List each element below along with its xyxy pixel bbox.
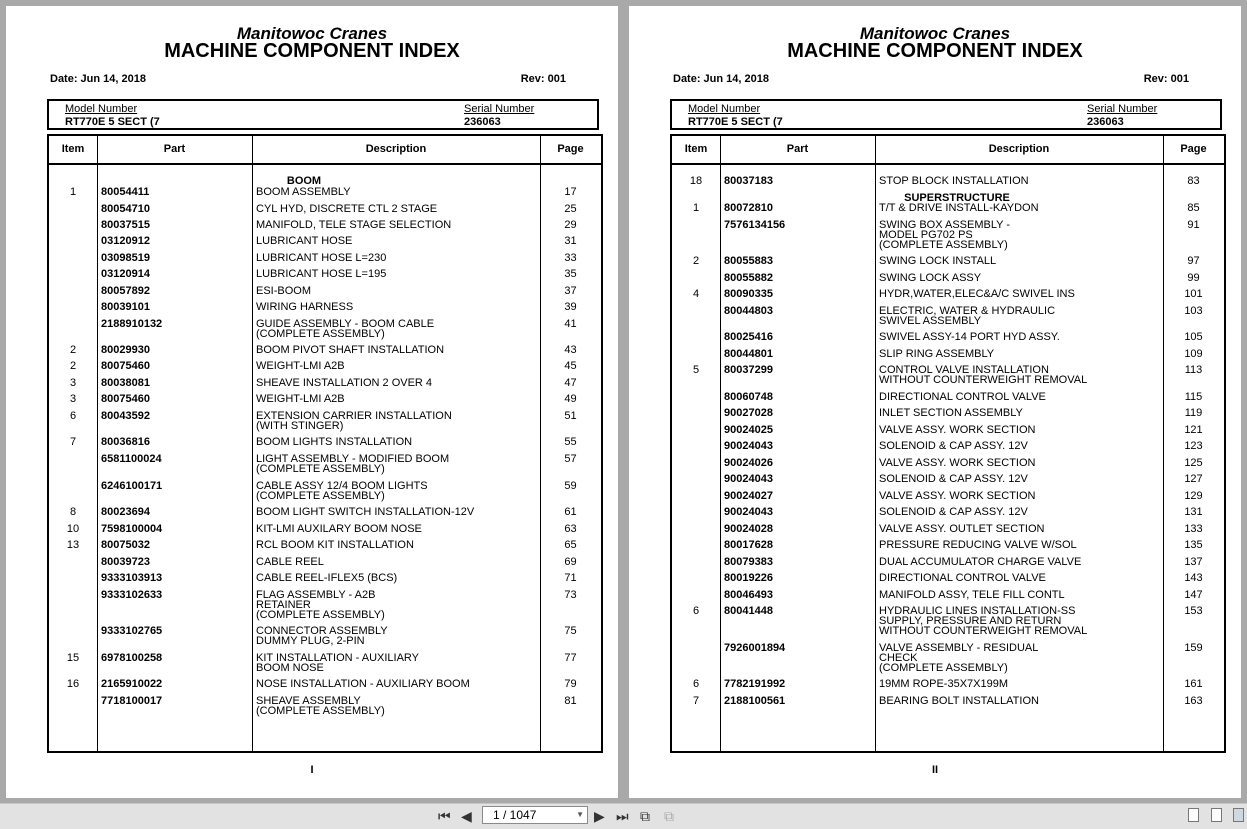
column-divider [720, 136, 721, 751]
row-page: 51 [564, 410, 577, 422]
header-item: Item [61, 143, 85, 155]
row-page: 79 [564, 678, 577, 690]
row-part-number: 80044803 [724, 305, 773, 317]
row-part-number: 80075032 [101, 539, 150, 551]
row-item: 2 [69, 360, 77, 372]
row-description: SHEAVE INSTALLATION 2 OVER 4 [256, 377, 433, 389]
row-item: 7 [69, 436, 77, 448]
row-page: 47 [564, 377, 577, 389]
row-page: 39 [564, 301, 577, 313]
header-divider [49, 163, 601, 165]
row-description: BOOM LIGHTS INSTALLATION [256, 436, 413, 448]
row-page: 119 [1184, 407, 1203, 419]
row-item: 5 [692, 364, 700, 376]
row-description: KIT-LMI AUXILARY BOOM NOSE [256, 523, 422, 535]
row-description: SWIVEL ASSY-14 PORT HYD ASSY. [879, 331, 1060, 343]
row-page: 45 [564, 360, 577, 372]
section-heading: BOOM [286, 175, 322, 187]
continuous-icon[interactable] [1211, 808, 1222, 822]
row-description: CABLE REEL-IFLEX5 (BCS) [256, 572, 398, 584]
row-description: CONTROL VALVE INSTALLATION WITHOUT COUNTERWEIGHT REMOVAL [879, 364, 1088, 386]
row-part-number: 80019226 [724, 572, 773, 584]
row-part-number: 7782191992 [724, 678, 786, 690]
row-part-number: 80037183 [724, 175, 773, 187]
model-number-value: RT770E 5 SECT (7 [65, 116, 160, 128]
row-description: EXTENSION CARRIER INSTALLATION (WITH STINGER) [256, 410, 452, 432]
model-serial-box [47, 99, 599, 130]
row-part-number: 2165910022 [101, 678, 163, 690]
row-part-number: 80054411 [101, 186, 150, 198]
row-part-number: 80023694 [101, 506, 150, 518]
row-page: 115 [1184, 391, 1203, 403]
row-part-number: 7718100017 [101, 695, 163, 707]
row-part-number: 6978100258 [101, 652, 163, 664]
row-description: SWING BOX ASSEMBLY - MODEL PG702 PS (COMPLETE ASSEMBLY) [879, 219, 1011, 251]
page-footer: I [310, 764, 314, 776]
brand-name: Manitowoc Cranes [236, 24, 388, 43]
row-description: BEARING BOLT INSTALLATION [879, 695, 1039, 707]
row-page: 61 [564, 506, 577, 518]
row-part-number: 80075460 [101, 360, 150, 372]
row-part-number: 80055883 [724, 255, 773, 267]
row-page: 133 [1184, 523, 1203, 535]
row-page: 57 [564, 453, 577, 465]
row-item: 1 [692, 202, 700, 214]
row-page: 71 [564, 572, 577, 584]
row-description: PRESSURE REDUCING VALVE W/SOL [879, 539, 1077, 551]
row-description: VALVE ASSY. WORK SECTION [879, 490, 1036, 502]
row-page: 73 [564, 589, 577, 601]
page-number-input[interactable] [482, 806, 588, 824]
row-item: 2 [69, 344, 77, 356]
row-page: 129 [1184, 490, 1203, 502]
row-description: MANIFOLD, TELE STAGE SELECTION [256, 219, 452, 231]
row-part-number: 03098519 [101, 252, 150, 264]
row-part-number: 80060748 [724, 391, 773, 403]
row-page: 81 [564, 695, 577, 707]
row-page: 31 [564, 235, 577, 247]
row-part-number: 90024026 [724, 457, 773, 469]
row-part-number: 80055882 [724, 272, 773, 284]
row-page: 113 [1184, 364, 1203, 376]
row-page: 105 [1184, 331, 1203, 343]
row-page: 131 [1184, 506, 1203, 518]
row-description: VALVE ASSY. WORK SECTION [879, 457, 1036, 469]
row-item: 18 [689, 175, 703, 187]
row-part-number: 80054710 [101, 203, 150, 215]
row-description: GUIDE ASSEMBLY - BOOM CABLE (COMPLETE ASSEMBLY) [256, 318, 435, 340]
row-description: VALVE ASSY. OUTLET SECTION [879, 523, 1045, 535]
row-page: 17 [564, 186, 577, 198]
row-item: 13 [66, 539, 80, 551]
row-page: 25 [564, 203, 577, 215]
first-page-icon[interactable]: ⏮ [438, 808, 451, 824]
model-number-label: Model Number [65, 103, 138, 115]
chevron-down-icon[interactable]: ▼ [576, 810, 584, 819]
row-description: FLAG ASSEMBLY - A2B RETAINER (COMPLETE ASSEMBLY) [256, 589, 385, 621]
row-description: SWING LOCK INSTALL [879, 255, 997, 267]
doc-date: Date: Jun 14, 2018 [50, 73, 146, 85]
row-part-number: 9333102633 [101, 589, 163, 601]
row-part-number: 90024027 [724, 490, 773, 502]
row-part-number: 90024043 [724, 440, 773, 452]
section-heading: SUPERSTRUCTURE [904, 192, 1010, 204]
row-item: 6 [692, 605, 700, 617]
row-description: LUBRICANT HOSE L=230 [256, 252, 387, 264]
row-page: 59 [564, 480, 577, 492]
row-item: 15 [66, 652, 80, 664]
row-part-number: 80025416 [724, 331, 773, 343]
row-page: 135 [1184, 539, 1203, 551]
serial-number-label: Serial Number [1087, 103, 1158, 115]
row-description: RCL BOOM KIT INSTALLATION [256, 539, 414, 551]
row-description: VALVE ASSEMBLY - RESIDUAL CHECK (COMPLETE ASSEMBLY) [879, 642, 1039, 674]
row-description: WEIGHT-LMI A2B [256, 360, 345, 372]
header-page: Page [557, 143, 584, 155]
row-description: BOOM LIGHT SWITCH INSTALLATION-12V [256, 506, 475, 518]
model-serial-box [670, 99, 1222, 130]
row-item: 1 [69, 186, 77, 198]
row-page: 101 [1184, 288, 1203, 300]
row-part-number: 80017628 [724, 539, 773, 551]
row-part-number: 80075460 [101, 393, 150, 405]
component-table [670, 134, 1226, 753]
row-description: WIRING HARNESS [256, 301, 354, 313]
row-page: 91 [1187, 219, 1200, 231]
component-table [47, 134, 603, 753]
header-item: Item [684, 143, 708, 155]
row-item: 6 [692, 678, 700, 690]
row-description: LIGHT ASSEMBLY - MODIFIED BOOM (COMPLETE ASSEMBLY) [256, 453, 450, 475]
row-page: 123 [1184, 440, 1203, 452]
row-description: SHEAVE ASSEMBLY (COMPLETE ASSEMBLY) [256, 695, 385, 717]
doc-revision: Rev: 001 [520, 73, 566, 85]
model-number-value: RT770E 5 SECT (7 [688, 116, 783, 128]
row-description: SWING LOCK ASSY [879, 272, 982, 284]
doc-title: MACHINE COMPONENT INDEX [787, 40, 1083, 62]
row-description: DUAL ACCUMULATOR CHARGE VALVE [879, 556, 1082, 568]
row-part-number: 03120912 [101, 235, 150, 247]
document-page-right [629, 6, 1241, 798]
header-divider [672, 163, 1224, 165]
row-description: T/T & DRIVE INSTALL-KAYDON [879, 202, 1039, 214]
row-page: 109 [1184, 348, 1203, 360]
row-part-number: 80057892 [101, 285, 150, 297]
header-page: Page [1180, 143, 1207, 155]
row-part-number: 7598100004 [101, 523, 163, 535]
row-part-number: 80036816 [101, 436, 150, 448]
viewer-toolbar [0, 803, 1247, 829]
doc-date: Date: Jun 14, 2018 [673, 73, 769, 85]
row-item: 6 [69, 410, 77, 422]
row-description: WEIGHT-LMI A2B [256, 393, 345, 405]
row-description: HYDR,WATER,ELEC&A/C SWIVEL INS [879, 288, 1075, 300]
row-page: 121 [1184, 424, 1203, 436]
row-description: STOP BLOCK INSTALLATION [879, 175, 1029, 187]
row-item: 4 [692, 288, 700, 300]
row-part-number: 90024043 [724, 473, 773, 485]
row-description: SOLENOID & CAP ASSY. 12V [879, 506, 1028, 518]
row-description: DIRECTIONAL CONTROL VALVE [879, 572, 1046, 584]
prev-page-icon[interactable]: ◀ [461, 808, 472, 824]
row-page: 163 [1184, 695, 1203, 707]
row-item: 8 [69, 506, 77, 518]
row-part-number: 80072810 [724, 202, 773, 214]
row-description: BOOM ASSEMBLY [256, 186, 351, 198]
row-page: 37 [564, 285, 577, 297]
brand-name: Manitowoc Cranes [859, 24, 1011, 43]
row-description: 19MM ROPE-35X7X199M [879, 678, 1008, 690]
row-page: 85 [1187, 202, 1200, 214]
row-item: 7 [692, 695, 700, 707]
row-item: 10 [66, 523, 80, 535]
row-description: CONNECTOR ASSEMBLY DUMMY PLUG, 2-PIN [256, 625, 388, 647]
column-divider [875, 136, 876, 751]
row-part-number: 7576134156 [724, 219, 786, 231]
row-description: CABLE ASSY 12/4 BOOM LIGHTS (COMPLETE ASSEMBLY) [256, 480, 428, 502]
row-part-number: 2188910132 [101, 318, 163, 330]
row-item: 2 [692, 255, 700, 267]
row-page: 99 [1187, 272, 1200, 284]
row-part-number: 6581100024 [101, 453, 162, 465]
row-description: SOLENOID & CAP ASSY. 12V [879, 473, 1028, 485]
row-page: 161 [1184, 678, 1203, 690]
row-item: 16 [66, 678, 80, 690]
header-part: Part [163, 143, 186, 155]
row-page: 103 [1184, 305, 1203, 317]
row-description: CYL HYD, DISCRETE CTL 2 STAGE [256, 203, 438, 215]
row-part-number: 7926001894 [724, 642, 786, 654]
doc-revision: Rev: 001 [1143, 73, 1189, 85]
row-page: 97 [1187, 255, 1200, 267]
row-description: HYDRAULIC LINES INSTALLATION-SS SUPPLY, PRESSURE AND RETURN WITHOUT COUNTERWEIGHT REMOVAL [879, 605, 1088, 637]
row-part-number: 80038081 [101, 377, 150, 389]
row-part-number: 03120914 [101, 268, 150, 280]
row-description: LUBRICANT HOSE L=195 [256, 268, 387, 280]
row-page: 33 [564, 252, 577, 264]
column-divider [97, 136, 98, 751]
row-item: 3 [69, 393, 77, 405]
row-part-number: 9333103913 [101, 572, 163, 584]
row-part-number: 90024025 [724, 424, 773, 436]
row-page: 127 [1184, 473, 1203, 485]
row-page: 125 [1184, 457, 1203, 469]
serial-number-value: 236063 [464, 116, 501, 128]
model-number-label: Model Number [688, 103, 761, 115]
row-description: ESI-BOOM [256, 285, 312, 297]
row-page: 43 [564, 344, 577, 356]
header-part: Part [786, 143, 809, 155]
serial-number-value: 236063 [1087, 116, 1124, 128]
row-part-number: 80041448 [724, 605, 773, 617]
page-indicator: 1 / 1047 [493, 808, 537, 822]
row-part-number: 2188100561 [724, 695, 786, 707]
row-part-number: 80079383 [724, 556, 773, 568]
row-item: 3 [69, 377, 77, 389]
row-page: 143 [1184, 572, 1203, 584]
row-description: INLET SECTION ASSEMBLY [879, 407, 1023, 419]
column-divider [252, 136, 253, 751]
row-part-number: 9333102765 [101, 625, 163, 637]
row-part-number: 80039101 [101, 301, 150, 313]
row-page: 41 [564, 318, 577, 330]
single-page-icon[interactable] [1188, 808, 1199, 822]
row-description: DIRECTIONAL CONTROL VALVE [879, 391, 1046, 403]
row-part-number: 90024043 [724, 506, 773, 518]
fit-page-icon[interactable]: ⧉ [640, 808, 650, 824]
row-page: 83 [1187, 175, 1200, 187]
row-part-number: 80037299 [724, 364, 773, 376]
row-description: CABLE REEL [256, 556, 324, 568]
row-description: LUBRICANT HOSE [256, 235, 353, 247]
row-part-number: 80043592 [101, 410, 150, 422]
row-part-number: 80090335 [724, 288, 773, 300]
row-part-number: 80037515 [101, 219, 150, 231]
fit-width-icon[interactable]: ⧉ [664, 808, 674, 824]
page-footer: II [931, 764, 939, 776]
row-page: 77 [564, 652, 577, 664]
row-page: 49 [564, 393, 577, 405]
row-page: 69 [564, 556, 577, 568]
header-description: Description [988, 143, 1050, 155]
row-description: NOSE INSTALLATION - AUXILIARY BOOM [256, 678, 470, 690]
serial-number-label: Serial Number [464, 103, 535, 115]
row-page: 153 [1184, 605, 1203, 617]
doc-title: MACHINE COMPONENT INDEX [164, 40, 460, 62]
next-page-icon[interactable]: ▶ [594, 808, 605, 824]
row-page: 55 [564, 436, 577, 448]
row-part-number: 90027028 [724, 407, 773, 419]
row-part-number: 80039723 [101, 556, 150, 568]
row-description: SLIP RING ASSEMBLY [879, 348, 995, 360]
row-page: 29 [564, 219, 577, 231]
last-page-icon[interactable]: ⏭ [616, 808, 629, 824]
row-part-number: 6246100171 [101, 480, 163, 492]
row-page: 147 [1184, 589, 1203, 601]
document-page-left [6, 6, 618, 798]
row-description: BOOM PIVOT SHAFT INSTALLATION [256, 344, 445, 356]
row-part-number: 90024028 [724, 523, 773, 535]
row-page: 137 [1184, 556, 1203, 568]
row-part-number: 80044801 [724, 348, 773, 360]
row-description: KIT INSTALLATION - AUXILIARY BOOM NOSE [256, 652, 420, 674]
row-description: MANIFOLD ASSY, TELE FILL CONTL [879, 589, 1065, 601]
row-page: 159 [1184, 642, 1203, 654]
facing-icon[interactable] [1233, 808, 1244, 822]
row-description: VALVE ASSY. WORK SECTION [879, 424, 1036, 436]
row-description: SOLENOID & CAP ASSY. 12V [879, 440, 1028, 452]
row-page: 75 [564, 625, 577, 637]
row-description: ELECTRIC, WATER & HYDRAULIC SWIVEL ASSEMBLY [879, 305, 1056, 327]
row-part-number: 80046493 [724, 589, 773, 601]
row-page: 35 [564, 268, 577, 280]
header-description: Description [365, 143, 427, 155]
row-page: 63 [564, 523, 577, 535]
row-page: 65 [564, 539, 577, 551]
row-part-number: 80029930 [101, 344, 150, 356]
